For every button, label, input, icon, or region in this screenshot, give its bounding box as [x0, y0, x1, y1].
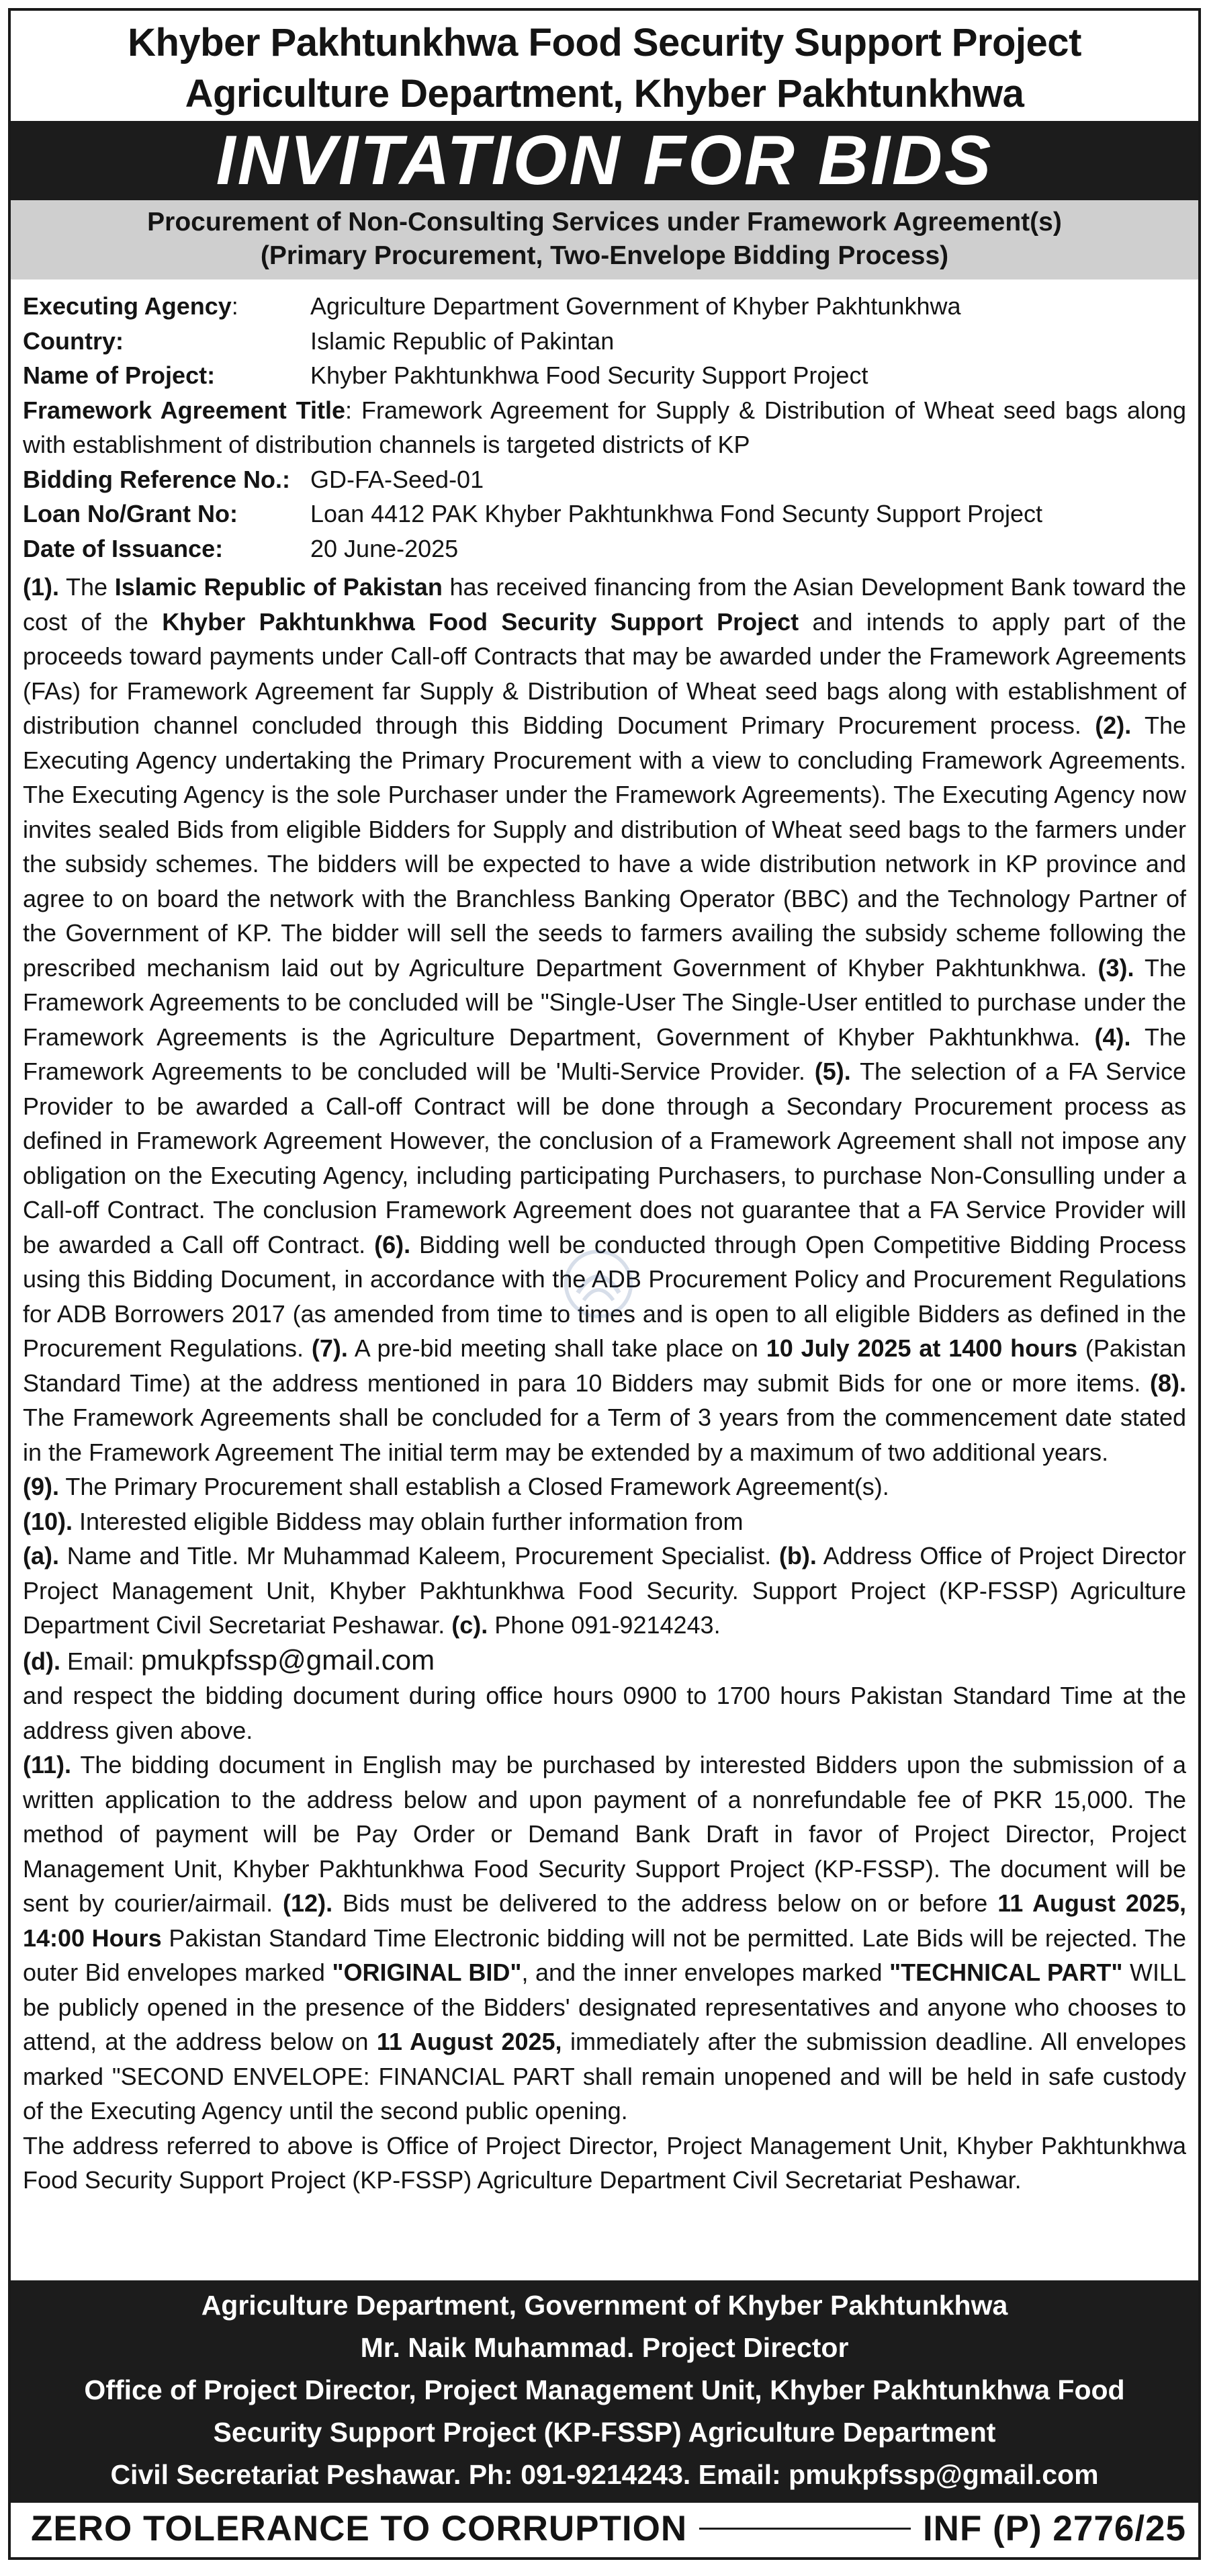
bottom-bar	[11, 2499, 1198, 2557]
paragraph-10-contact: (a). Name and Title. Mr Muhammad Kaleem, Procurement Specialist. (b). Address Office of Project Director Project Management Unit, Khyber Pakhtunkhwa Food Security. Support Project (KP-FSSP) Agriculture Department Civil Secretariat Peshawar. (c). Phone 091-9214243.	[23, 1542, 1186, 1639]
info-label: Executing Agency:	[23, 292, 238, 320]
info-row-bidding-ref	[23, 462, 1186, 497]
contact-email: pmukpfssp@gmail.com	[141, 1643, 435, 1676]
info-value: Khyber Pakhtunkhwa Food Security Support Project	[310, 361, 868, 389]
info-row-country	[23, 324, 1186, 359]
project-info	[11, 280, 1198, 566]
department-heading: Agriculture Department, Khyber Pakhtunkhwa	[185, 72, 1024, 116]
paragraph-10-email: (d). Email: pmukpfssp@gmail.com	[23, 1643, 435, 1676]
footer-office: Office of Project Director, Project Management Unit, Khyber Pakhtunkhwa Food	[84, 2374, 1125, 2405]
project-name-heading: Khyber Pakhtunkhwa Food Security Support Project	[128, 21, 1081, 65]
header	[11, 11, 1198, 120]
bid-body	[11, 566, 1198, 2198]
contact-footer	[11, 2280, 1198, 2503]
info-label: Country:	[23, 327, 124, 355]
footer-project: Security Support Project (KP-FSSP) Agriculture Department	[213, 2417, 996, 2448]
info-row-fa-title	[23, 393, 1186, 462]
info-label: Loan No/Grant No:	[23, 500, 238, 527]
paragraph-address: The address referred to above is Office of Project Director, Project Management Unit, Khyber Pakhtunkhwa Food Security Support Project (KP-FSSP) Agriculture Department Civil Secretariat Peshawar.	[23, 2131, 1186, 2194]
info-label: Name of Project:	[23, 361, 216, 389]
paragraph-11-12: (11). The bidding document in English may be purchased by interested Bidders upon the submission of a written application to the address below and upon payment of a nonrefundable fee of PKR 15,000. The method of payment will be Pay Order or Demand Bank Draft in favor of Project Director, Project Management Unit, Khyber Pakhtunkhwa Food Security Support Project (KP-FSSP). The document will be sent by courier/airmail. (12). Bids must be delivered to the address below on or before 11 August 2025, 14:00 Hours Pakistan Standard Time Electronic bidding will not be permitted. Late Bids will be rejected. The outer Bid envelopes marked "ORIGINAL BID", and the inner envelopes marked "TECHNICAL PART" WILL be publicly opened in the presence of the Bidders' designated representatives and anyone who chooses to attend, at the address below on 11 August 2025, immediately after the submission deadline. All envelopes marked "SECOND ENVELOPE: FINANCIAL PART shall remain unopened and will be held in safe custody of the Executing Agency until the second public opening.	[23, 1751, 1186, 2124]
info-row-date	[23, 531, 1186, 566]
procurement-process: (Primary Procurement, Two-Envelope Bidding Process)	[260, 241, 949, 270]
divider	[699, 2528, 911, 2530]
info-label: Framework Agreement Title	[23, 396, 346, 424]
info-row-project	[23, 358, 1186, 393]
advertisement-page	[8, 8, 1201, 2560]
info-value: Loan 4412 PAK Khyber Pakhtunkhwa Fond Secunty Support Project	[310, 500, 1043, 527]
footer-director: Mr. Naik Muhammad. Project Director	[360, 2332, 849, 2363]
footer-contact: Civil Secretariat Peshawar. Ph: 091-9214243. Email: pmukpfssp@gmail.com	[110, 2459, 1099, 2490]
info-label: Date of Issuance:	[23, 534, 224, 562]
info-row-loan	[23, 497, 1186, 531]
subtitle-bar	[11, 200, 1198, 280]
info-value: 20 June-2025	[310, 534, 459, 562]
procurement-type: Procurement of Non-Consulting Services under Framework Agreement(s)	[147, 208, 1062, 237]
info-value: Islamic Republic of Pakintan	[310, 327, 615, 355]
info-value: Agriculture Department Government of Khyber Pakhtunkhwa	[310, 292, 961, 320]
info-row-executing-agency	[23, 289, 1186, 324]
paragraph-9: (9). The Primary Procurement shall establish a Closed Framework Agreement(s).	[23, 1473, 889, 1500]
paragraph-10-hours: and respect the bidding document during office hours 0900 to 1700 hours Pakistan Standard Time at the address given above.	[23, 1682, 1186, 1744]
info-label: Bidding Reference No.:	[23, 465, 291, 493]
info-value: : Framework Agreement for Supply & Distribution of Wheat seed bags along with establishment of distribution channels is targeted districts of KP	[23, 396, 1186, 458]
logo-watermark-icon	[562, 1247, 635, 1321]
paragraph-10: (10). Interested eligible Biddess may oblain further information from	[23, 1507, 744, 1535]
inf-reference: INF (P) 2776/25	[922, 2508, 1186, 2548]
info-value: GD-FA-Seed-01	[310, 465, 484, 493]
paragraph-main: (1). The Islamic Republic of Pakistan has received financing from the Asian Development Bank toward the cost of the Khyber Pakhtunkhwa Food Security Support Project and intends to apply part of the proceeds toward payments under Call-off Contracts that may be awarded under the Framework Agreements (FAs) for Framework Agreement far Supply & Distribution of Wheat seed bags along with establishment of distribution channel concluded through this Bidding Document Primary Procurement process. (2). The Executing Agency undertaking the Primary Procurement with a view to concluding Framework Agreements. The Executing Agency is the sole Purchaser under the Framework Agreements). The Executing Agency now invites sealed Bids from eligible Bidders for Supply and distribution of Wheat seed bags to the farmers under the subsidy schemes. The bidders will be expected to have a wide distribution network in KP province and agree to on board the network with the Branchless Banking Operator (BBC) and the Technology Partner of the Government of KP. The bidder will sell the seeds to farmers availing the subsidy scheme following the prescribed mechanism laid out by Agriculture Department Government of Khyber Pakhtunkhwa. (3). The Framework Agreements to be concluded will be "Single-User The Single-User entitled to purchase under the Framework Agreements is the Agriculture Department, Government of Khyber Pakhtunkhwa. (4). The Framework Agreements to be concluded will be 'Multi-Service Provider. (5). The selection of a FA Service Provider to be awarded a Call-off Contract will be done through a Secondary Procurement process as defined in Framework Agreement However, the conclusion of a Framework Agreement shall not impose any obligation on the Executing Agency, including participating Purchasers, to purchase Non-Consulling under a Call-off Contract. The conclusion Framework Agreement does not guarantee that a FA Service Provider will be awarded a Call off Contract. (6). Bidding well be conducted through Open Competitive Bidding Process using this Bidding Document, in accordance with the ADB Procurement Policy and Procurement Regulations for ADB Borrowers 2017 (as amended from time to times and is open to all eligible Bidders as defined in the Procurement Regulations. (7). A pre-bid meeting shall take place on 10 July 2025 at 1400 hours (Pakistan Standard Time) at the address mentioned in para 10 Bidders may submit Bids for one or more items. (8). The Framework Agreements shall be concluded for a Term of 3 years from the commencement date stated in the Framework Agreement The initial term may be extended by a maximum of two additional years.	[23, 573, 1186, 1466]
page-title: INVITATION FOR BIDS	[11, 121, 1198, 200]
zero-tolerance-slogan: ZERO TOLERANCE TO CORRUPTION	[31, 2508, 688, 2548]
footer-department: Agriculture Department, Government of Khyber Pakhtunkhwa	[201, 2290, 1008, 2321]
